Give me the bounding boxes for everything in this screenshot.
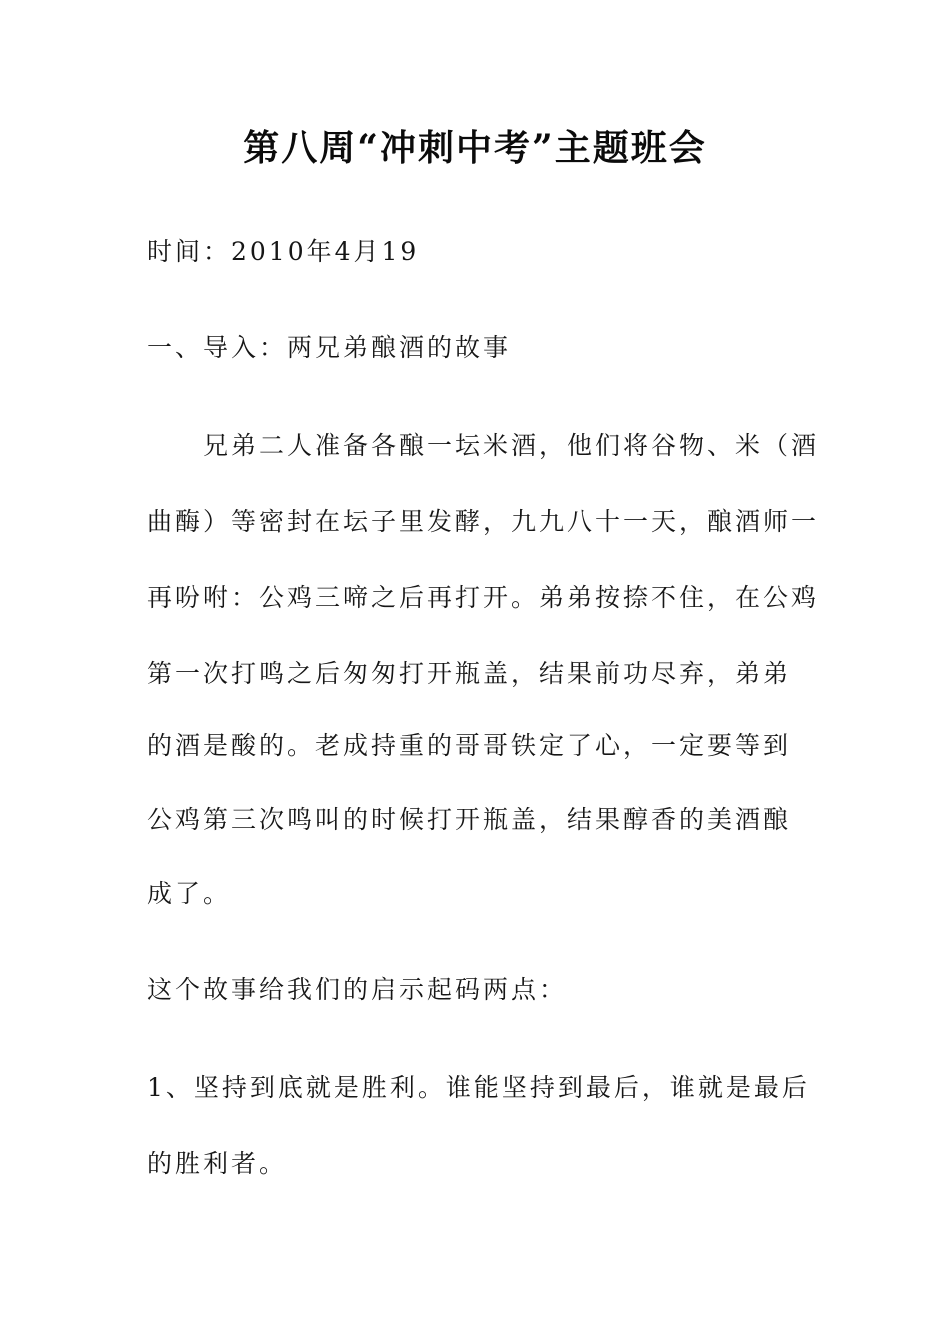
- story-line: 成了。: [147, 879, 232, 908]
- story-line: 兄弟二人准备各酿一坛米酒，他们将谷物、米（酒: [175, 431, 820, 460]
- time-line: 时间：2010年4月19: [147, 237, 420, 266]
- story-line: 第一次打鸣之后匆匆打开瓶盖，结果前功尽弃，弟弟: [147, 659, 792, 688]
- section-heading: 一、导入：两兄弟酿酒的故事: [147, 333, 512, 362]
- point-line: 的胜利者。: [147, 1149, 288, 1178]
- story-line: 的酒是酸的。老成持重的哥哥铁定了心，一定要等到: [147, 731, 792, 760]
- lesson-intro: 这个故事给我们的启示起码两点：: [147, 975, 568, 1004]
- point-line: 1、坚持到底就是胜利。谁能坚持到最后，谁就是最后: [147, 1073, 810, 1102]
- story-line: 曲酶）等密封在坛子里发酵，九九八十一天，酿酒师一: [147, 507, 820, 536]
- document-title: 第八周“冲刺中考”主题班会: [243, 127, 707, 169]
- story-line: 公鸡第三次鸣叫的时候打开瓶盖，结果醇香的美酒酿: [147, 805, 792, 834]
- story-line: 再吩咐：公鸡三啼之后再打开。弟弟按捺不住，在公鸡: [147, 583, 820, 612]
